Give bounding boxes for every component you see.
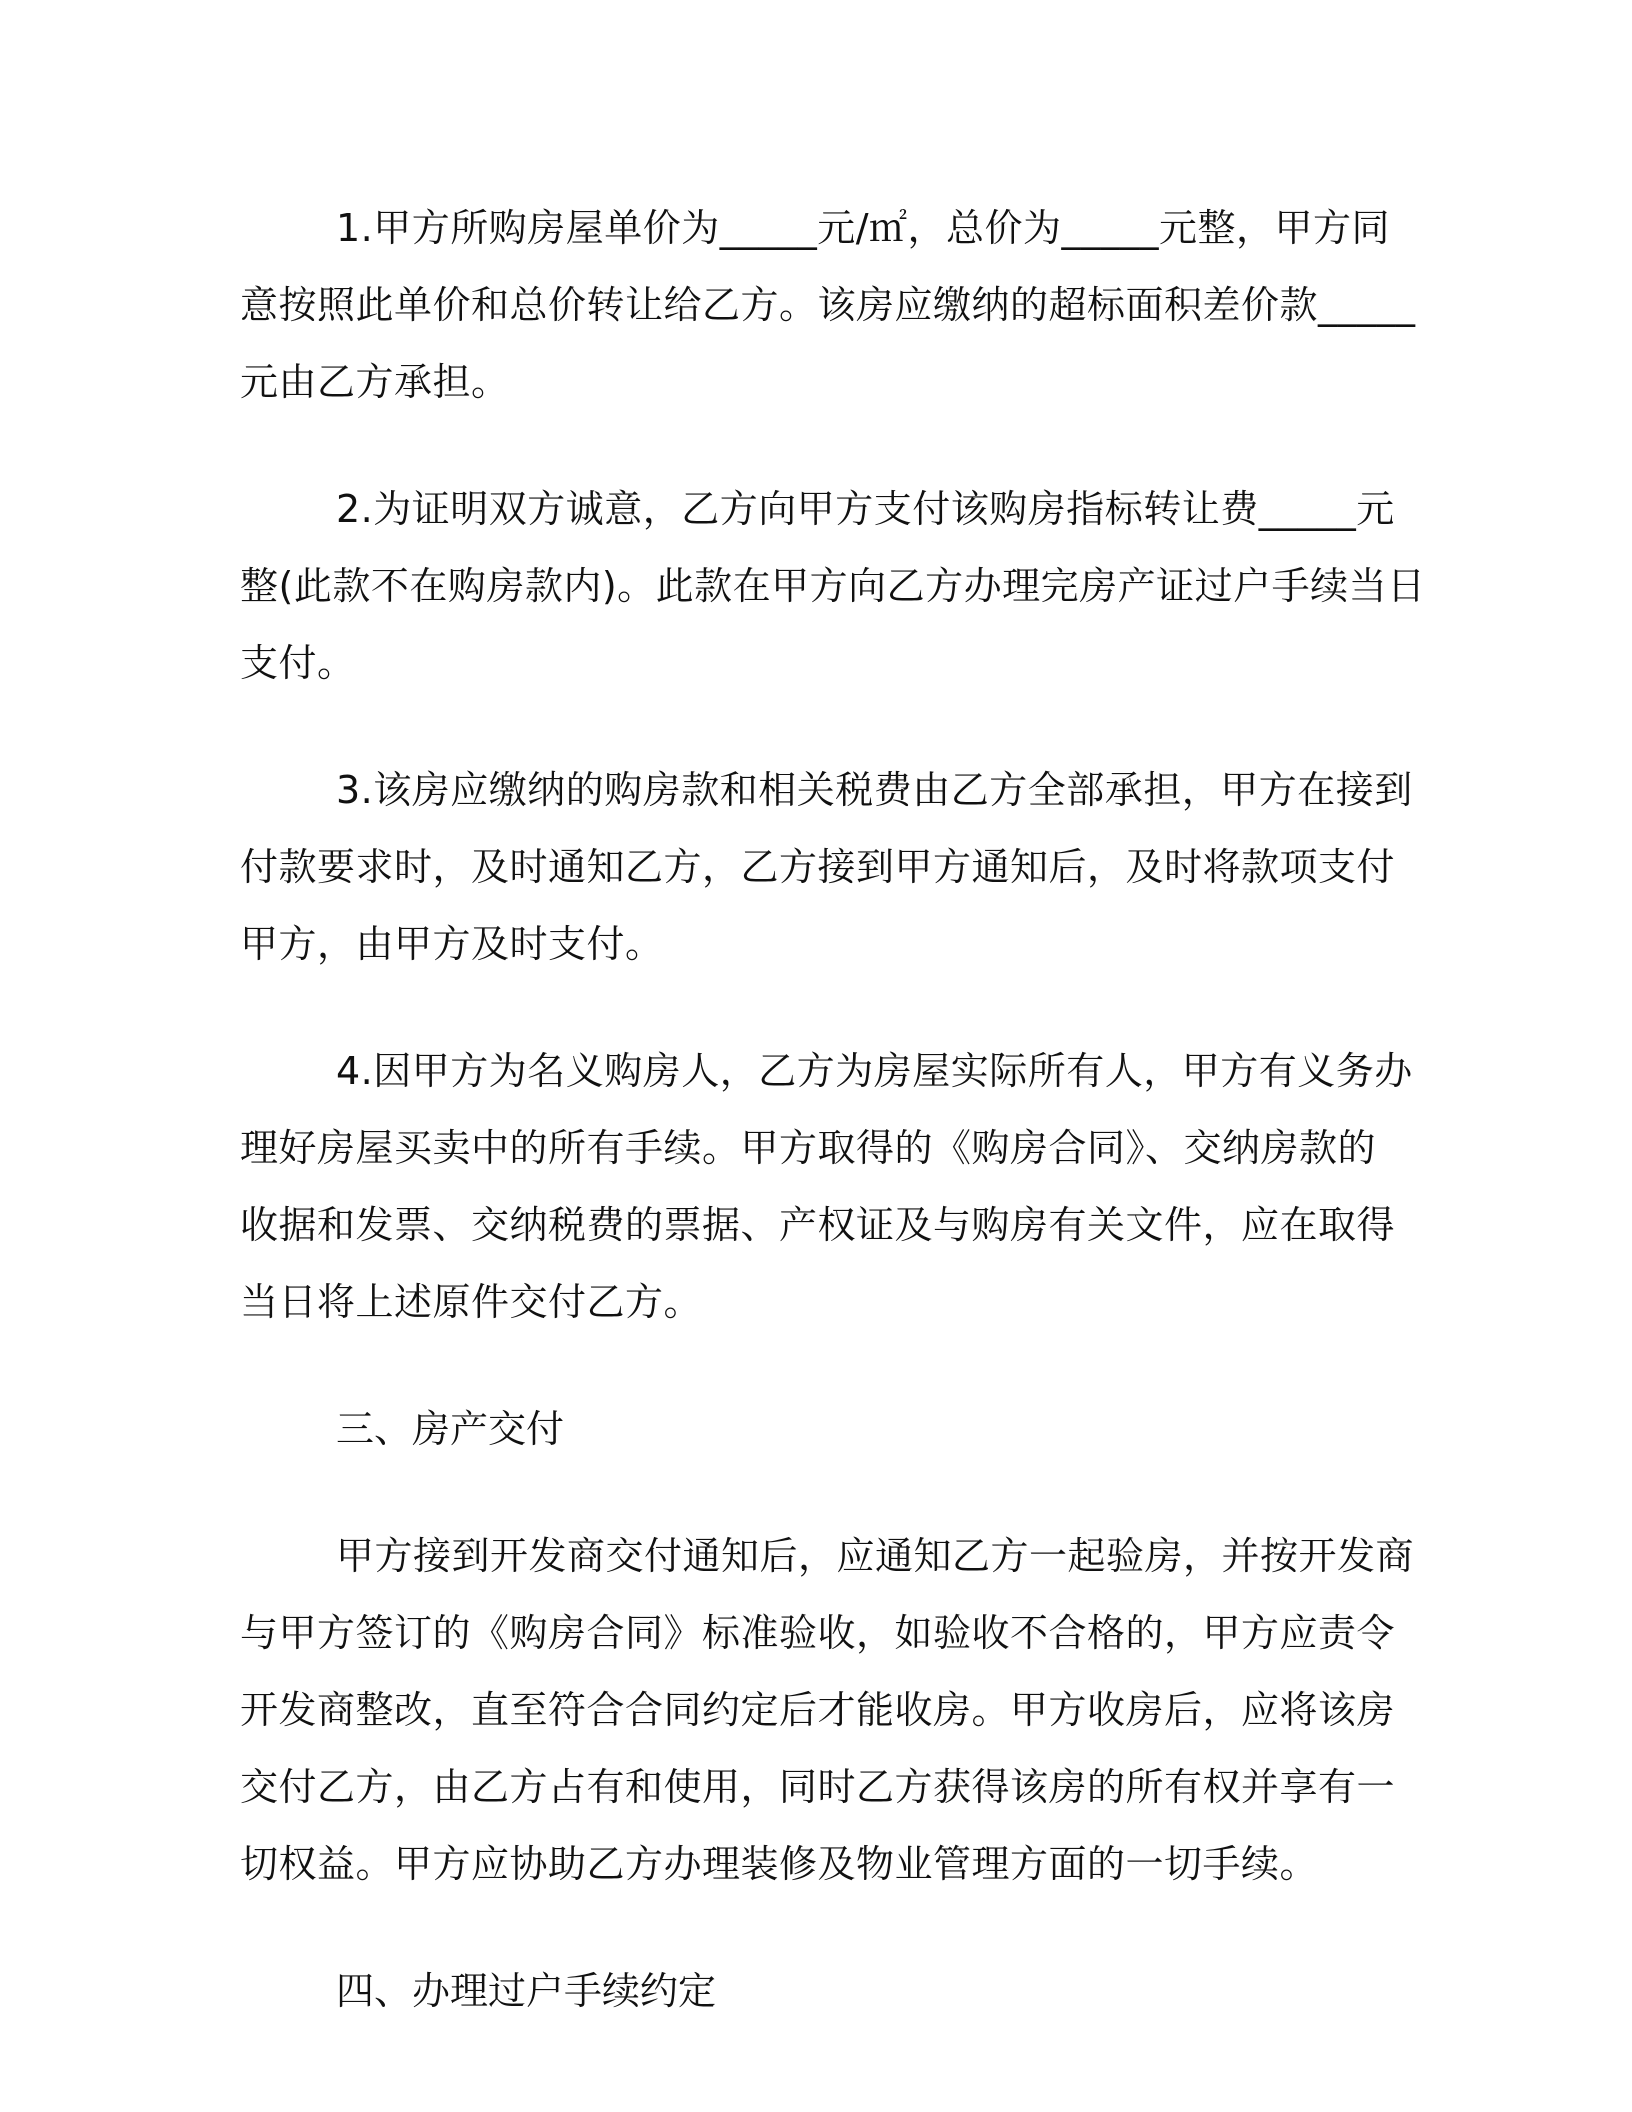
clause-2-line-1: 2.为证明双方诚意，乙方向甲方支付该购房指标转让费_____元 (336, 487, 1395, 531)
section-4-heading (240, 1953, 1390, 2030)
section-3-heading-text: 三、房产交付 (336, 1407, 565, 1451)
clause-4-line-4: 当日将上述原件交付乙方。 (240, 1280, 703, 1324)
section-3-line-1: 甲方接到开发商交付通知后，应通知乙方一起验房，并按开发商 (336, 1534, 1415, 1578)
clause-1-line-1: 1.甲方所购房屋单价为_____元/㎡，总价为_____元整，甲方同 (336, 206, 1391, 250)
clause-1-line-3: 元由乙方承担。 (240, 360, 510, 404)
clause-3-line-3: 甲方，由甲方及时支付。 (240, 922, 664, 966)
clause-3-paragraph (240, 752, 1413, 983)
clause-2-line-3: 支付。 (240, 641, 356, 685)
section-3-paragraph (240, 1518, 1415, 1903)
section-3-line-4: 交付乙方，由乙方占有和使用，同时乙方获得该房的所有权并享有一 (240, 1765, 1396, 1809)
clause-3-line-1: 3.该房应缴纳的购房款和相关税费由乙方全部承担，甲方在接到 (336, 768, 1413, 812)
clause-1-paragraph (240, 190, 1416, 421)
clause-4-line-1: 4.因甲方为名义购房人，乙方为房屋实际所有人，甲方有义务办 (336, 1049, 1413, 1093)
clause-4-line-2: 理好房屋买卖中的所有手续。甲方取得的《购房合同》、交纳房款的 (240, 1126, 1377, 1170)
clause-2-paragraph (240, 471, 1426, 702)
section-3-line-3: 开发商整改，直至符合合同约定后才能收房。甲方收房后，应将该房 (240, 1688, 1396, 1732)
section-3-line-5: 切权益。甲方应协助乙方办理装修及物业管理方面的一切手续。 (240, 1842, 1319, 1886)
clause-1-line-2: 意按照此单价和总价转让给乙方。该房应缴纳的超标面积差价款_____ (240, 283, 1416, 327)
section-3-line-2: 与甲方签订的《购房合同》标准验收，如验收不合格的，甲方应责令 (240, 1611, 1396, 1655)
section-3-heading (240, 1391, 1390, 1468)
clause-3-line-2: 付款要求时，及时通知乙方，乙方接到甲方通知后，及时将款项支付 (240, 845, 1396, 889)
section-4-heading-text: 四、办理过户手续约定 (336, 1969, 717, 2013)
document-page (240, 190, 1426, 2080)
clause-4-paragraph (240, 1033, 1413, 1341)
clause-2-line-2: 整(此款不在购房款内)。此款在甲方向乙方办理完房产证过户手续当日 (240, 564, 1426, 608)
clause-4-line-3: 收据和发票、交纳税费的票据、产权证及与购房有关文件，应在取得 (240, 1203, 1396, 1247)
